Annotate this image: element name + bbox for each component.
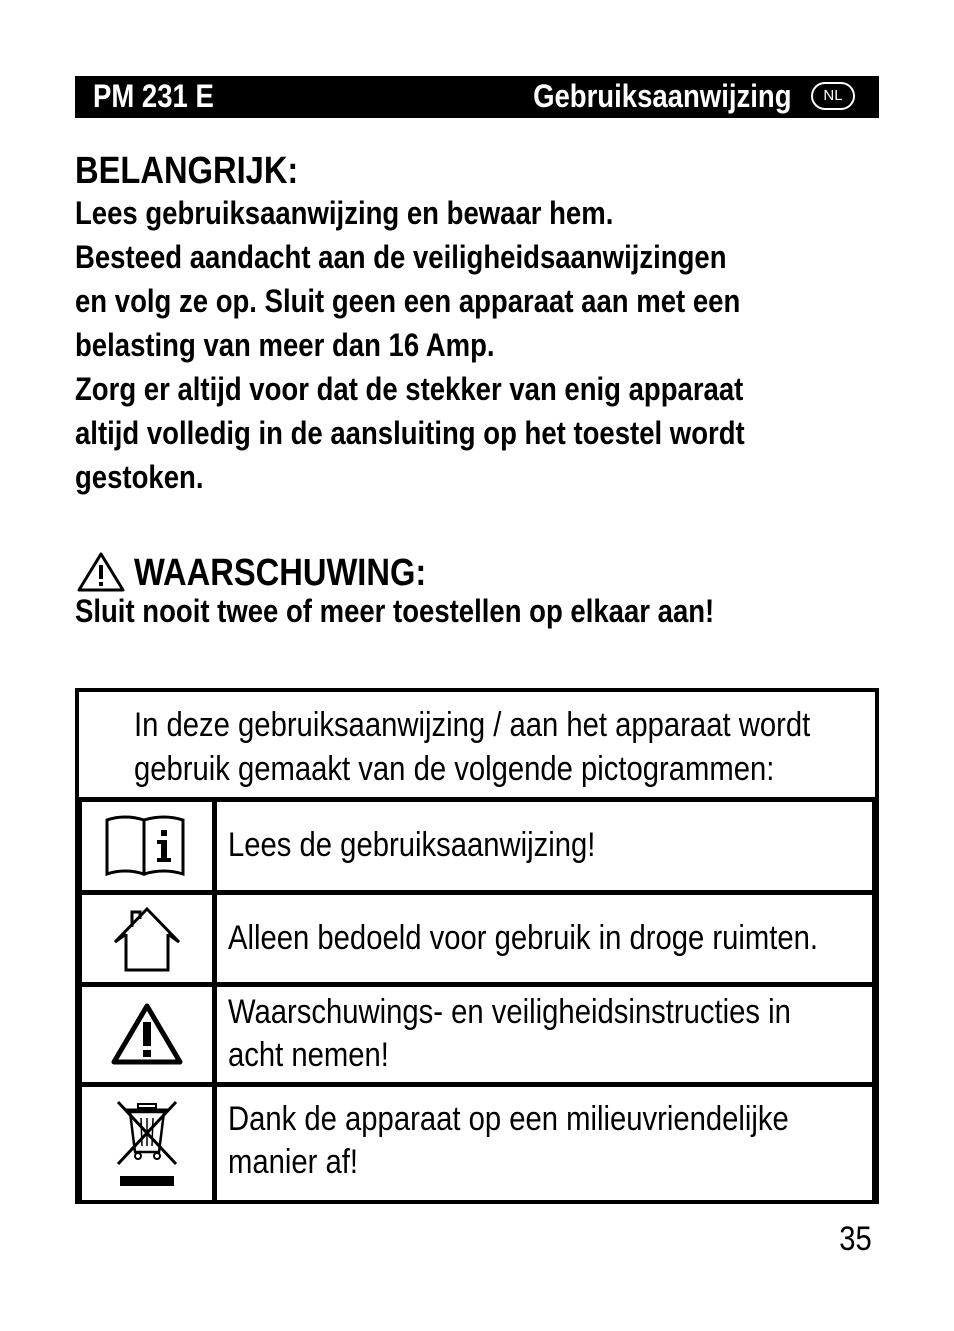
important-line: altijd volledig in de aansluiting op het toestel wordt (75, 415, 745, 451)
warning-text: Sluit nooit twee of meer toestellen op elkaar aan! (75, 593, 715, 629)
warning-triangle-icon (76, 551, 126, 593)
pictogram-intro (134, 703, 811, 791)
warning-heading: WAARSCHUWING: (134, 552, 427, 594)
house-indoor-icon (112, 904, 182, 972)
pictogram-description: manier af! (228, 1143, 359, 1181)
table-divider (79, 800, 82, 1200)
important-line: Zorg er altijd voor dat de stekker van enig apparaat (75, 371, 744, 407)
table-divider (79, 890, 875, 895)
intro-line: gebruik gemaakt van de volgende pictogrammen: (134, 750, 775, 788)
crossed-bin-icon (114, 1098, 180, 1190)
important-heading: BELANGRIJK: (75, 150, 299, 192)
pictogram-description: Alleen bedoeld voor gebruik in droge ruimten. (228, 919, 819, 957)
intro-line: In deze gebruiksaanwijzing / aan het apparaat wordt (134, 706, 811, 744)
important-line: gestoken. (75, 459, 204, 495)
table-divider (872, 800, 875, 1200)
header-bar (75, 76, 879, 118)
pictogram-description: Dank de apparaat op een milieuvriendelijke (228, 1100, 789, 1138)
read-manual-icon (104, 812, 186, 878)
important-line: Besteed aandacht aan de veiligheidsaanwijzingen (75, 239, 727, 275)
important-line: Lees gebruiksaanwijzing en bewaar hem. (75, 195, 614, 231)
important-line: belasting van meer dan 16 Amp. (75, 327, 495, 363)
pictogram-description: acht nemen! (228, 1036, 389, 1074)
pictogram-description: Lees de gebruiksaanwijzing! (228, 826, 596, 864)
language-badge: NL (811, 82, 855, 110)
pictogram-description: Waarschuwings- en veiligheidsinstructies in (228, 993, 791, 1031)
table-divider (79, 1082, 875, 1087)
document-title: Gebruiksaanwijzing (533, 78, 792, 114)
table-divider (79, 797, 875, 802)
warning-triangle-icon (110, 1002, 184, 1066)
important-line: en volg ze op. Sluit geen een apparaat aan met een (75, 283, 741, 319)
table-divider (79, 982, 875, 987)
page-number: 35 (839, 1220, 872, 1258)
model-name: PM 231 E (93, 78, 214, 114)
table-divider (212, 800, 217, 1200)
